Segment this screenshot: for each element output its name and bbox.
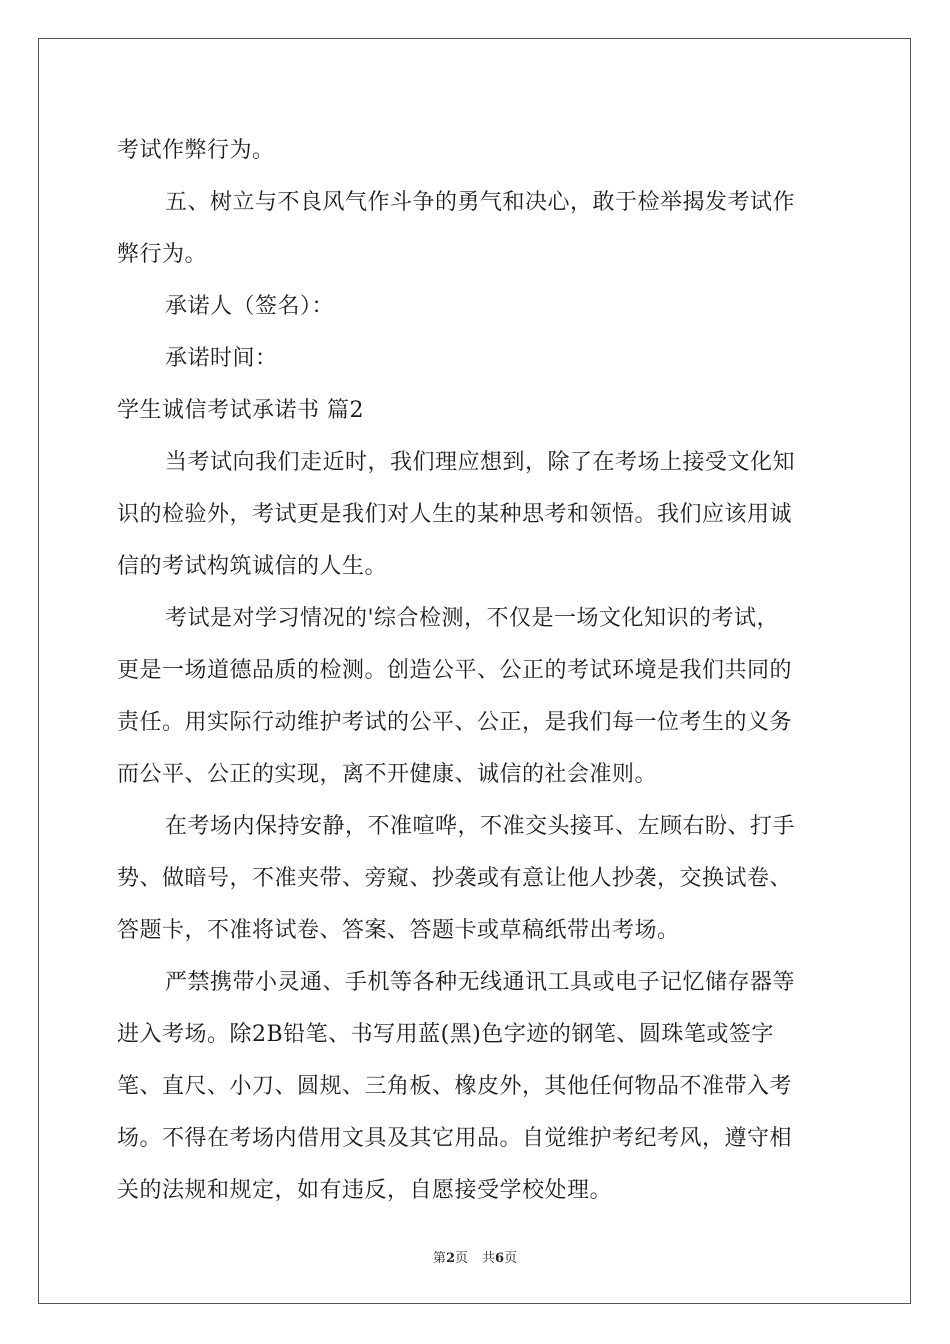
page-number: 2	[445, 1251, 455, 1266]
body-line: 弊行为。	[117, 242, 208, 267]
total-pages: 6	[495, 1251, 505, 1266]
paragraph-line: 严禁携带小灵通、手机等各种无线通讯工具或电子记忆储存器等	[165, 970, 796, 995]
body-line: 势、做暗号，不准夹带、旁窥、抄袭或有意让他人抄袭，交换试卷、	[117, 866, 793, 891]
document-body	[117, 125, 833, 1217]
body-line: 更是一场道德品质的检测。创造公平、公正的考试环境是我们共同的	[117, 658, 793, 683]
page-footer	[0, 1247, 950, 1266]
paragraph-line: 考试是对学习情况的'综合检测，不仅是一场文化知识的考试，	[165, 606, 780, 631]
body-line: 笔、直尺、小刀、圆规、三角板、橡皮外，其他任何物品不准带入考	[117, 1074, 793, 1099]
section-heading: 学生诚信考试承诺书 篇2	[117, 398, 364, 423]
body-line: 而公平、公正的实现，离不开健康、诚信的社会准则。	[117, 762, 658, 787]
total-suffix: 页	[504, 1251, 518, 1266]
date-label: 承诺时间：	[165, 346, 278, 371]
paragraph-line: 在考场内保持安静，不准喧哗，不准交头接耳、左顾右盼、打手	[165, 814, 796, 839]
body-line: 答题卡，不准将试卷、答案、答题卡或草稿纸带出考场。	[117, 918, 680, 943]
body-line: 责任。用实际行动维护考试的公平、公正，是我们每一位考生的义务	[117, 710, 793, 735]
signature-label: 承诺人（签名）：	[165, 294, 335, 319]
paragraph-line: 当考试向我们走近时，我们理应想到，除了在考场上接受文化知	[165, 450, 796, 475]
body-line: 进入考场。除2B铅笔、书写用蓝(黑)色字迹的钢笔、圆珠笔或签字	[117, 1022, 774, 1047]
body-line: 考试作弊行为。	[117, 138, 275, 163]
body-line: 识的检验外，考试更是我们对人生的某种思考和领悟。我们应该用诚	[117, 502, 793, 527]
body-line: 关的法规和规定，如有违反，自愿接受学校处理。	[117, 1178, 613, 1203]
body-line: 信的考试构筑诚信的人生。	[117, 554, 388, 579]
total-prefix: 共	[482, 1251, 496, 1266]
page-prefix: 第	[432, 1251, 446, 1266]
paragraph-line: 五、树立与不良风气作斗争的勇气和决心，敢于检举揭发考试作	[165, 190, 796, 215]
body-line: 场。不得在考场内借用文具及其它用品。自觉维护考纪考风，遵守相	[117, 1126, 793, 1151]
page-suffix: 页	[454, 1251, 468, 1266]
